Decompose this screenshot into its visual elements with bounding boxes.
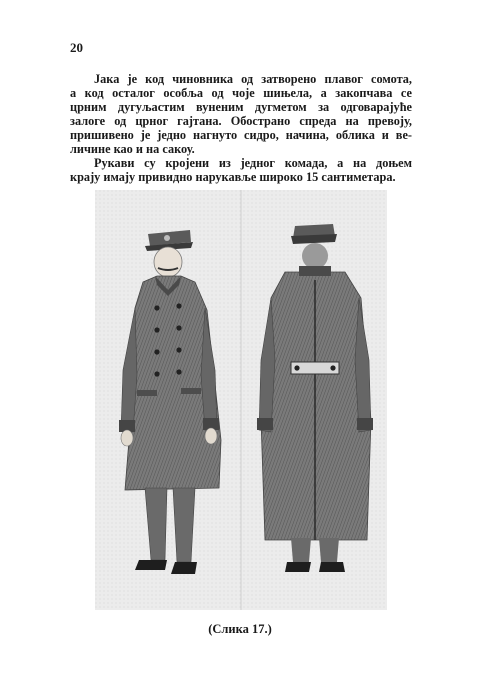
text-line: пришивено је једно нагнуто сидро, начина, облика и ве-	[70, 128, 412, 142]
text-line: залоге од црног гајтана. Обострано спреда на превоју,	[70, 114, 412, 128]
text-line: Рукави су кројени из једног комада, а на доњем	[94, 156, 412, 170]
text-line: крају имају привидно нарукавље широко 15 сантиметара.	[70, 170, 396, 184]
text-line: личине као и на сакоу.	[70, 142, 195, 156]
body-text	[70, 72, 412, 184]
coat-illustration	[95, 190, 387, 610]
text-line: а код осталог особља од чоје шињела, а закопчава се	[70, 86, 412, 100]
page-number: 20	[70, 40, 83, 55]
figure-caption: (Слика 17.)	[208, 622, 272, 636]
coat-illustration-svg	[95, 190, 387, 610]
text-line: Јака је код чиновника од затворено плавог сомота,	[94, 72, 412, 86]
text-line: црним дугуљастим вуненим дугметом за одговарајуће	[70, 100, 412, 114]
